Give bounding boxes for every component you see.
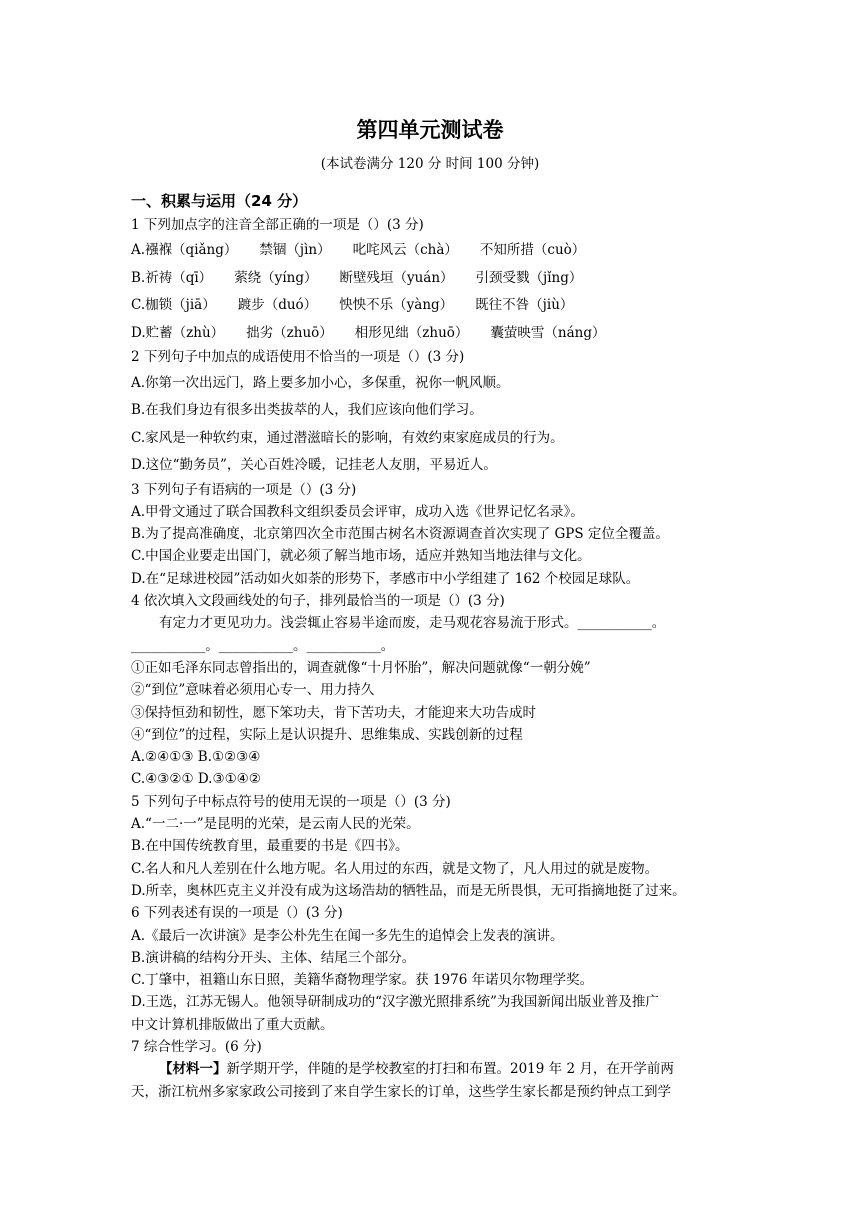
- option-prefix: C.: [131, 297, 146, 314]
- question-5-option-a: A.“一二·一”是昆明的光荣，是云南人民的光荣。: [131, 816, 420, 833]
- option-word: 贮蓄（zhù）: [145, 324, 225, 341]
- question-2-option-d: D.这位“勤务员”，关心百姓冷暖，记挂老人友朋，平易近人。: [131, 457, 497, 474]
- option-prefix: D.: [131, 324, 146, 341]
- question-4-stem: 4 依次填入文段画线处的句子，排列最恰当的一项是（）(3 分): [131, 593, 505, 610]
- material-label: 【材料一】: [159, 1061, 227, 1078]
- question-1-option-a: [131, 236, 731, 264]
- option-word: 枷锁（jiā）: [145, 297, 216, 314]
- question-3-stem: 3 下列句子有语病的一项是（）(3 分): [131, 481, 357, 498]
- question-2-stem: 2 下列句子中加点的成语使用不恰当的一项是（）(3 分): [131, 349, 465, 366]
- option-word: 断壁残垣（yuán）: [339, 269, 454, 286]
- option-prefix: B.: [131, 269, 146, 286]
- question-4-sentence-2: ②“到位”意味着必须用心专一、用力持久: [131, 682, 375, 699]
- question-7-material-line-2: 天，浙江杭州多家家政公司接到了来自学生家长的订单，这些学生家长都是预约钟点工到学: [131, 1083, 671, 1100]
- question-1-option-b: [131, 264, 731, 292]
- question-2-option-a: A.你第一次出远门，路上要多加小心，多保重，祝你一帆风顺。: [131, 374, 510, 391]
- question-6-stem: 6 下列表述有误的一项是（）(3 分): [131, 905, 343, 922]
- question-5-stem: 5 下列句子中标点符号的使用无误的一项是（）(3 分): [131, 793, 451, 810]
- option-word: 既往不咎（jiù）: [475, 297, 574, 314]
- option-word: 不知所措（cuò）: [479, 242, 586, 259]
- option-word: 相形见绌（zhuō）: [354, 324, 469, 341]
- question-5-option-d: D.所幸，奥林匹克主义并没有成为这场浩劫的牺牲品，而是无所畏惧，无可指摘地挺了过来。: [131, 882, 686, 899]
- question-4-options-ab: A.②④①③ B.①②③④: [131, 749, 261, 766]
- option-word: 萦绕（yíng）: [234, 269, 318, 286]
- question-3-option-a: A.甲骨文通过了联合国教科文组织委员会评审，成功入选《世界记忆名录》。: [131, 503, 584, 520]
- exam-content: [131, 190, 731, 1103]
- option-word: 引颈受戮（jǐng）: [475, 269, 583, 286]
- question-2-option-b: B.在我们身边有很多出类拔萃的人，我们应该向他们学习。: [131, 402, 483, 419]
- option-word: 拙劣（zhuō）: [246, 324, 333, 341]
- question-2-option-c: C.家风是一种软约束，通过潜滋暗长的影响，有效约束家庭成员的行为。: [131, 429, 564, 446]
- material-text: 新学期开学，伴随的是学校教室的打扫和布置。2019 年 2 月，在开学前两: [226, 1061, 674, 1078]
- question-6-option-b: B.演讲稿的结构分开头、主体、结尾三个部分。: [131, 949, 416, 966]
- page-title: 第四单元测试卷: [356, 118, 504, 142]
- question-4-options-cd: C.④③②① D.③①④②: [131, 771, 261, 788]
- question-4-passage-line-1: 有定力才更见功力。浅尝辄止容易半途而废，走马观花容易流于形式。___________。: [159, 615, 666, 632]
- question-6-option-d-line-1: D.王选，江苏无锡人。他领导研制成功的“汉字激光照排系统”为我国新闻出版业普及推广: [131, 994, 659, 1011]
- page-subtitle: (本试卷满分 120 分 时间 100 分钟): [320, 156, 540, 172]
- question-6-option-c: C.丁肇中，祖籍山东日照，美籍华裔物理学家。获 1976 年诺贝尔物理学奖。: [131, 972, 594, 989]
- question-7-stem: 7 综合性学习。(6 分): [131, 1039, 262, 1056]
- question-3-option-d: D.在“足球进校园”活动如火如荼的形势下，孝感市中小学组建了 162 个校园足球队。: [131, 570, 640, 587]
- option-word: 祈祷（qī）: [145, 269, 213, 286]
- question-4-sentence-3: ③保持恒劲和韧性，愿下笨功夫，肯下苦功夫，才能迎来大功告成时: [131, 704, 536, 721]
- question-1-option-c: [131, 291, 731, 319]
- question-5-option-c: C.名人和凡人差别在什么地方呢。名人用过的东西，就是文物了，凡人用过的就是废物。: [131, 860, 659, 877]
- option-word: 囊萤映雪（náng）: [490, 324, 606, 341]
- question-5-option-b: B.在中国传统教育里，最重要的书是《四书》。: [131, 838, 409, 855]
- option-word: 叱咤风云（chà）: [352, 242, 458, 259]
- option-word: 踱步（duó）: [237, 297, 318, 314]
- option-word: 禁锢（jìn）: [259, 242, 331, 259]
- question-6-option-a: A.《最后一次讲演》是李公朴先生在闻一多先生的追悼会上发表的演讲。: [131, 927, 564, 944]
- question-6-option-d-line-2: 中文计算机排版做出了重大贡献。: [131, 1016, 334, 1033]
- question-7-material-line-1: [131, 1058, 731, 1080]
- question-4-sentence-1: ①正如毛泽东同志曾指出的，调查就像“十月怀胎”，解决问题就像“一朝分娩”: [131, 659, 591, 676]
- option-word: 怏怏不乐（yàng）: [339, 297, 454, 314]
- question-4-passage-line-2: ___________。___________。___________。: [131, 637, 395, 654]
- section-heading: 一、积累与运用（24 分）: [131, 192, 308, 210]
- question-3-option-b: B.为了提高准确度，北京第四次全市范围古树名木资源调查首次实现了 GPS 定位全覆盖。: [131, 526, 669, 543]
- option-word: 襁褓（qiǎng）: [145, 242, 238, 259]
- question-1-option-d: [131, 319, 731, 347]
- question-3-option-c: C.中国企业要走出国门，就必须了解当地市场，适应并熟知当地法律与文化。: [131, 548, 591, 565]
- question-1-stem: 1 下列加点字的注音全部正确的一项是（）(3 分): [131, 217, 424, 233]
- question-4-sentence-4: ④“到位”的过程，实际上是认识提升、思维集成、实践创新的过程: [131, 726, 523, 743]
- option-prefix: A.: [131, 242, 146, 259]
